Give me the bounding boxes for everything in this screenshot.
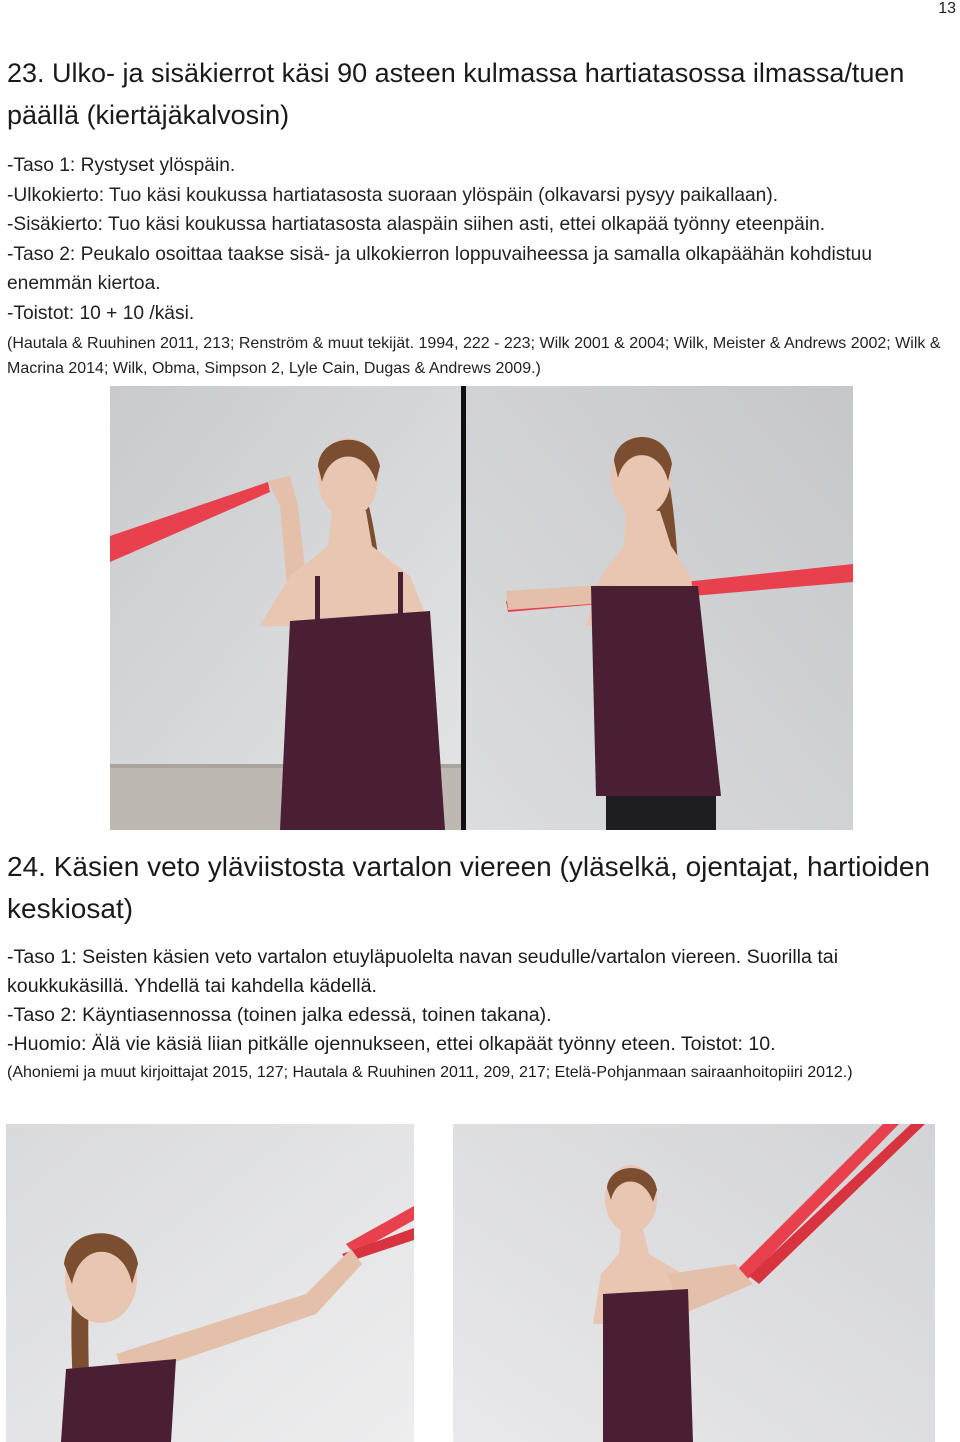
exercise-24-photo-start: [6, 1124, 414, 1442]
section-24-heading: 24. Käsien veto yläviistosta vartalon viereen (yläselkä, ojentajat, hartioiden keskiosat): [7, 851, 930, 924]
section-23-line: -Ulkokierto: Tuo käsi koukussa hartiatasosta suoraan ylöspäin (olkavarsi pysyy paikallaan).: [7, 184, 779, 206]
exercise-23-photo-internal-rotation: [466, 386, 853, 830]
section-24-reference: (Ahoniemi ja muut kirjoittajat 2015, 127; Hautala & Ruuhinen 2011, 209, 217; Etelä-Pohjanmaan sairaanhoitopiiri 2012.): [7, 1064, 853, 1081]
page-number: 13: [938, 0, 956, 17]
section-23-reference: (Hautala & Ruuhinen 2011, 213; Renström & muut tekijät. 1994, 222 - 223; Wilk 2001 & 2004; Wilk, Meister & Andrews 2002; Wilk & Macrina 2014; Wilk, Obma, Simpson 2, Lyle Cain, Dugas & Andrews 2009.): [7, 335, 945, 377]
section-24-line: -Taso 1: Seisten käsien veto vartalon etuyläpuolelta navan seudulle/vartalon viereen. Suorilla tai koukkukäsillä. Yhdellä tai kahdella kädellä.: [7, 946, 844, 997]
section-24-line: -Huomio: Älä vie käsiä liian pitkälle ojennukseen, ettei olkapäät työnny eteen. Toistot: 10.: [7, 1033, 776, 1055]
section-23-line: -Taso 1: Rystyset ylöspäin.: [7, 155, 236, 176]
exercise-24-photo-pull: [453, 1124, 935, 1442]
section-24-body: [7, 943, 952, 1085]
section-23-line: -Sisäkierto: Tuo käsi koukussa hartiatasosta alaspäin siihen asti, ettei olkapää työnny eteenpäin.: [7, 214, 826, 235]
section-23-line: -Taso 2: Peukalo osoittaa taakse sisä- ja ulkokierron loppuvaiheessa ja samalla olkapäähän kohdistuu enemmän kiertoa.: [7, 243, 878, 294]
section-24-line: -Taso 2: Käyntiasennossa (toinen jalka edessä, toinen takana).: [7, 1004, 552, 1026]
section-23-heading: 23. Ulko- ja sisäkierrot käsi 90 asteen kulmassa hartiatasossa ilmassa/tuen päällä (kiertäjäkalvosin): [7, 58, 905, 130]
section-23-body: [7, 151, 952, 381]
section-23-line: -Toistot: 10 + 10 /käsi.: [7, 302, 195, 324]
exercise-23-photo-external-rotation: [110, 386, 462, 830]
